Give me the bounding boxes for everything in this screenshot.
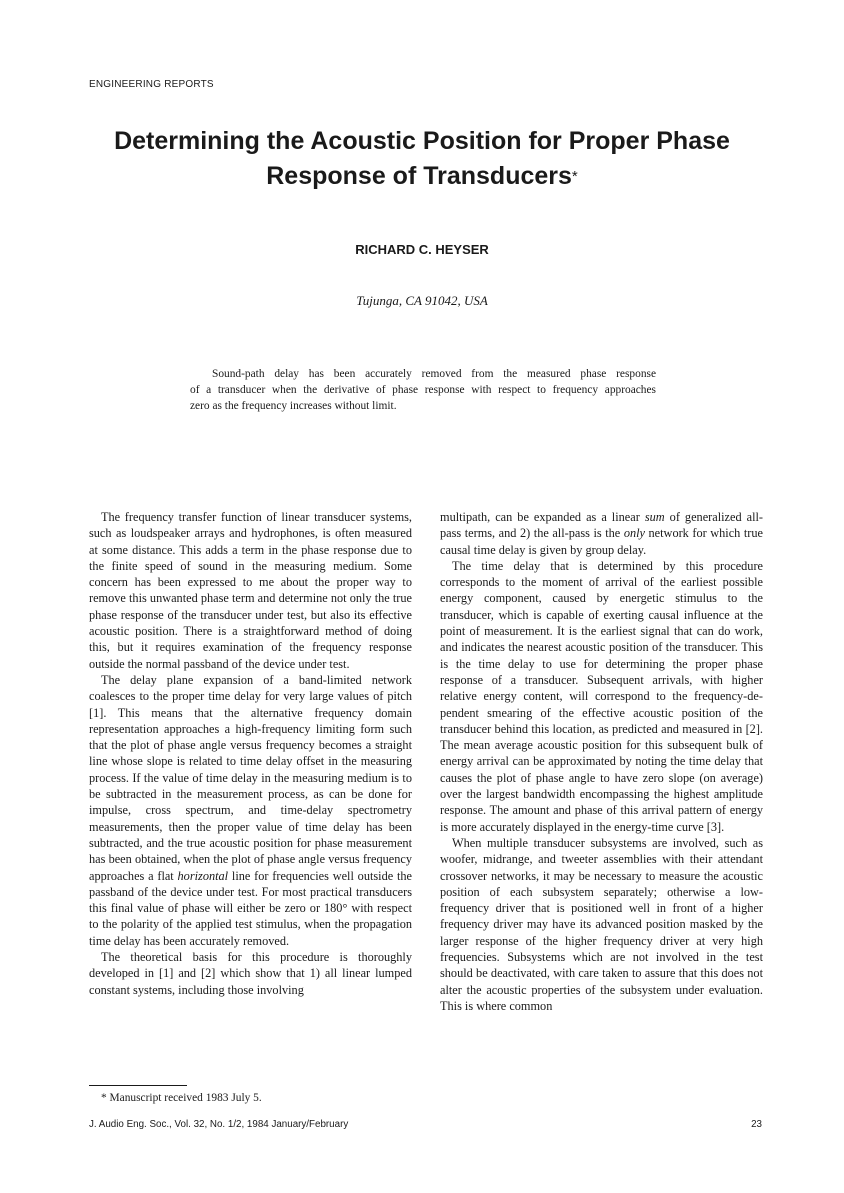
emphasis-text: horizontal <box>177 868 229 883</box>
left-column <box>89 509 412 998</box>
author-name: RICHARD C. HEYSER <box>355 242 489 257</box>
running-head: ENGINEERING REPORTS <box>89 79 214 90</box>
paragraph-text: The delay plane expansion of a band-limited network coalesces to the proper time delay for very large values of pitch [1]. This means that the alternative frequency domain representation approaches a high-frequency limiting form such that the plot of phase angle versus frequency becomes a straight line whose slope is related to time delay offset in the measuring process. If the value of time delay in the measuring medium is to be subtracted in the measurement process, as can be done for impulse, cross spectrum, and time-delay spectrometry measurements, then the proper value of time delay has been subtracted, and the true acoustic position for phase measurement has been obtained, when the plot of phase angle versus frequency approaches a flat <box>89 672 412 883</box>
paragraph-text: network for which true causal time delay is given by group delay. <box>440 526 763 557</box>
paragraph: The time delay that is determined by this procedure corresponds to the moment of arrival of the earliest possible energy component, caused by energetic stimulus to the transducer, which is capable of exerting causal influence at the point of measurement. It is the earliest signal that can do work, and indicates the nearest acoustic position of the transducer. This is the time delay to use for determining the proper phase response of a transducer. Subsequent arrivals, with higher relative energy content, will correspond to the frequency-dependent smearing of the effective acoustic position of the transducer behind this location, as predicted and measured in [2]. The mean average acoustic position for this subsequent bulk of energy arrival can be approximated by noting the time delay that causes the plot of phase angle to have zero slope (on average) over the largest bandwidth encompassing the highest amplitude response. The amount and phase of this arrival pattern of energy is more accurately displayed in the energy-time curve [3]. <box>440 558 763 834</box>
abstract-line: Sound-path delay has been accurately removed from the measured phase response <box>212 368 656 380</box>
footnote-divider <box>89 1085 187 1086</box>
author-affiliation: Tujunga, CA 91042, USA <box>356 293 488 308</box>
article-title <box>60 124 784 194</box>
paragraph: The theoretical basis for this procedure is thoroughly developed in [1] and [2] which show that 1) all linear lumped constant systems, including those involving <box>89 950 412 997</box>
title-footnote-mark: * <box>571 168 578 185</box>
paragraph: The frequency transfer function of linear transducer systems, such as loudspeaker arrays and hydrophones, is often measured at some distance. This adds a term in the phase response due to the finite speed of sound in the measuring medium. Some concern has been expressed to me about the proper way to remove this unwanted phase term and determine not only the true phase response of the transducer under test, but also its effective acoustic position. There is a straightforward method of doing this, but it requires examination of the frequency response outside the normal passband of the device under test. <box>89 510 412 671</box>
emphasis-text: only <box>623 526 645 541</box>
emphasis-text: sum <box>644 510 665 524</box>
footnote: * Manuscript received 1983 July 5. <box>101 1092 262 1104</box>
title-line-2: Response of Transducers <box>266 162 572 190</box>
paragraph <box>89 672 412 949</box>
title-line-1: Determining the Acoustic Position for Proper Phase <box>114 127 730 155</box>
abstract <box>190 366 656 415</box>
paragraph-text: line for frequencies well outside the passband of the device under test. For most practical transducers this final value of phase will either be zero or 180° with respect to the polarity of the applied test stimulus, when the propagation time delay has been accurately removed. <box>89 868 413 948</box>
paragraph-text: multipath, can be expanded as a linear <box>440 510 645 524</box>
abstract-line: zero as the frequency increases without limit. <box>190 400 397 413</box>
journal-citation: J. Audio Eng. Soc., Vol. 32, No. 1/2, 1984 January/February <box>89 1119 349 1130</box>
right-column <box>440 509 763 1014</box>
paragraph <box>440 509 763 558</box>
paragraph: When multiple transducer subsystems are involved, such as woofer, midrange, and tweeter assemblies with their attendant crossover networks, it may be necessary to measure the acoustic position of each subsystem separately; otherwise a low-frequency driver that is positioned well in front of a higher frequency driver may have its advanced position masked by the larger response of the higher frequency driver at very high frequencies. Subsystems which are not involved in the test should be deactivated, with care taken to assure that this does not alter the acoustic properties of the subsystem under evaluation. This is where common <box>440 835 763 1013</box>
abstract-line: of a transducer when the derivative of phase response with respect to frequency approaches <box>190 384 656 397</box>
paragraph-text: of generalized all-pass terms, and 2) the all-pass is the <box>440 510 764 541</box>
page-number: 23 <box>751 1119 762 1130</box>
